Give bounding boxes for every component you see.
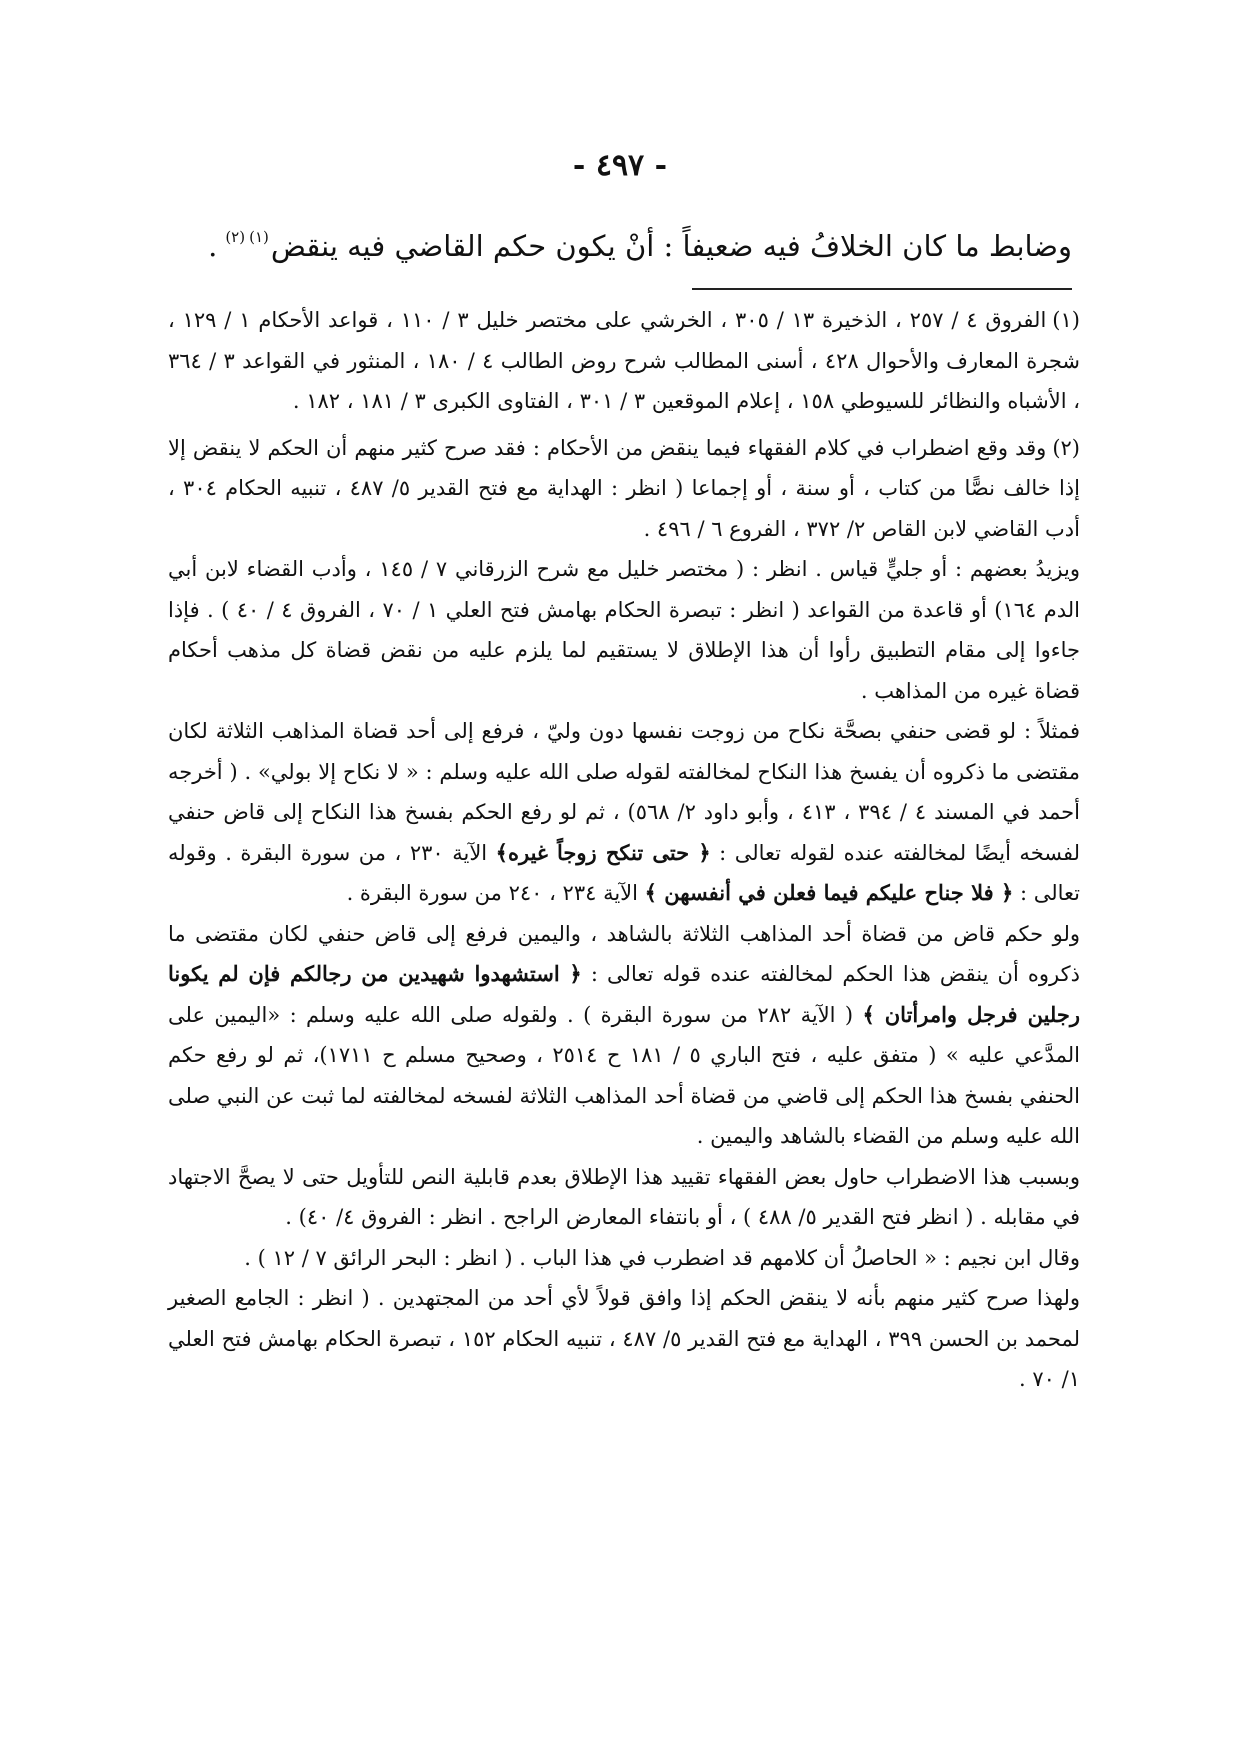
main-end: . (208, 229, 218, 263)
main-text (160, 212, 1072, 271)
footnote-2-p1 (168, 428, 1080, 550)
footnote-2-p4 (168, 914, 1080, 1157)
footnote-2 (168, 428, 1080, 1400)
footnote-2-p3c: الآية ٢٣٤ ، ٢٤٠ من سورة البقرة . (346, 881, 638, 905)
footnote-2-p3 (168, 711, 1080, 914)
footnote-2-p4b: ( الآية ٢٨٢ من سورة البقرة ) . ولقوله صلى الله عليه وسلم : «اليمين على المدَّعي عليه » ( متفق عليه ، فتح الباري ٥ / ١٨١ ح ٢٥١٤ ، وصحيح مسلم ح ١٧١١)، ثم لو رفع حكم الحنفي بفسخ هذا الحكم إلى قاضي من قضاة أحد المذاهب الثلاثة لفسخه لمخالفته لما ثبت عن النبي صلى الله عليه وسلم من القضاء بالشاهد واليمين . (168, 1002, 1080, 1148)
footnote-1-marker: (١) (1052, 308, 1080, 332)
footnote-2-p1-body: وقد وقع اضطراب في كلام الفقهاء فيما ينقض من الأحكام : فقد صرح كثير منهم أن الحكم لا ينقض إلا إذا خالف نصًّا من كتاب ، أو سنة ، أو إجماعا ( انظر : الهداية مع فتح القدير ٥/ ٤٨٧ ، تنبيه الحكام ٣٠٤ ، أدب القاضي لابن القاص ٢/ ٣٧٢ ، الفروع ٦ / ٤٩٦ . (168, 435, 1080, 541)
main-sentence: وضابط ما كان الخلافُ فيه ضعيفاً : أنْ يكون حكم القاضي فيه ينقض (270, 229, 1072, 263)
footnotes (168, 300, 1080, 1400)
footnote-1-text (168, 300, 1080, 422)
footnote-separator (692, 288, 1072, 290)
footnote-ref-2[interactable]: (٢) (225, 228, 246, 246)
footnote-2-p4a: ولو حكم قاض من قضاة أحد المذاهب الثلاثة بالشاهد ، واليمين فرفع إلى قاض حنفي لكان مقتضى ما ذكروه أن ينقض هذا الحكم لمخالفته عنده قوله تعالى : (168, 921, 1080, 986)
footnote-1 (168, 300, 1080, 422)
quran-verse-1: ﴿ حتى تنكح زوجاً غيره﴾ (495, 839, 711, 865)
footnote-2-p7: ولهذا صرح كثير منهم بأنه لا ينقض الحكم إذا وافق قولاً لأي أحد من المجتهدين . ( انظر : الجامع الصغير لمحمد بن الحسن ٣٩٩ ، الهداية مع فتح القدير ٥/ ٤٨٧ ، تنبيه الحكام ١٥٢ ، تبصرة الحكام بهامش فتح العلي ١/ ٧٠ . (168, 1286, 1080, 1391)
footnote-2-p2: ويزيدُ بعضهم : أو جليٍّ قياس . انظر : ( مختصر خليل مع شرح الزرقاني ٧ / ١٤٥ ، وأدب القضاء لابن أبي الدم ١٦٤) أو قاعدة من القواعد ( انظر : تبصرة الحكام بهامش فتح العلي ١ / ٧٠ ، الفروق ٤ / ٤٠ ) . فإذا جاءوا إلى مقام التطبيق رأوا أن هذا الإطلاق لا يستقيم لما يلزم عليه من نقض قضاة كل مذهب أحكام قضاة غيره من المذاهب . (168, 557, 1080, 703)
footnote-2-p3b: الآية ٢٣٠ ، من سورة البقرة . وقوله تعالى : (168, 840, 1080, 905)
footnote-2-p3a: فمثلاً : لو قضى حنفي بصحَّة نكاح من زوجت نفسها دون وليّ ، فرفع إلى أحد قضاة المذاهب الثلاثة لكان مقتضى ما ذكروه أن يفسخ هذا النكاح لمخالفته لقوله صلى الله عليه وسلم : « لا نكاح إلا بولي» . ( أخرجه أحمد في المسند ٤ / ٣٩٤ ، ٤١٣ ، وأبو داود ٢/ ٥٦٨) ، ثم لو رفع الحكم بفسخ هذا النكاح إلى قاض حنفي لفسخه أيضًا لمخالفته عنده لقوله تعالى : (168, 719, 1081, 865)
footnote-2-p6: وقال ابن نجيم : « الحاصلُ أن كلامهم قد اضطرب في هذا الباب . ( انظر : البحر الرائق ٧ / ١٢ ) . (244, 1245, 1080, 1270)
footnote-2-p5: وبسبب هذا الاضطراب حاول بعض الفقهاء تقييد هذا الإطلاق بعدم قابلية النص للتأويل حتى لا يصحَّ الاجتهاد في مقابله . ( انظر فتح القدير ٥/ ٤٨٨ ) ، أو بانتفاء المعارض الراجح . انظر : الفروق ٤/ ٤٠) . (168, 1164, 1080, 1229)
footnote-ref-1[interactable]: (١) (249, 228, 269, 246)
quran-verse-3: ﴿ استشهدوا شهيدين من رجالكم فإن لم يكونا رجلين فرجل وامرأتان ﴾ (168, 961, 1080, 1027)
footnote-2-marker: (٢) (1052, 435, 1080, 460)
page-number: - ٤٩٧ - (572, 148, 668, 183)
quran-verse-2: ﴿ فلا جناح عليكم فيما فعلن في أنفسهن ﴾ (644, 880, 1014, 905)
footnote-1-body: الفروق ٤ / ٢٥٧ ، الذخيرة ١٣ / ٣٠٥ ، الخرشي على مختصر خليل ٣ / ١١٠ ، قواعد الأحكام ١ / ١٢٩ ، شجرة المعارف والأحوال ٤٢٨ ، أسنى المطالب شرح روض الطالب ٤ / ١٨٠ ، المنثور في القواعد ٣ / ٣٦٤ ، الأشباه والنظائر للسيوطي ١٥٨ ، إعلام الموقعين ٣ / ٣٠١ ، الفتاوى الكبرى ٣ / ١٨١ ، ١٨٢ . (168, 308, 1080, 413)
